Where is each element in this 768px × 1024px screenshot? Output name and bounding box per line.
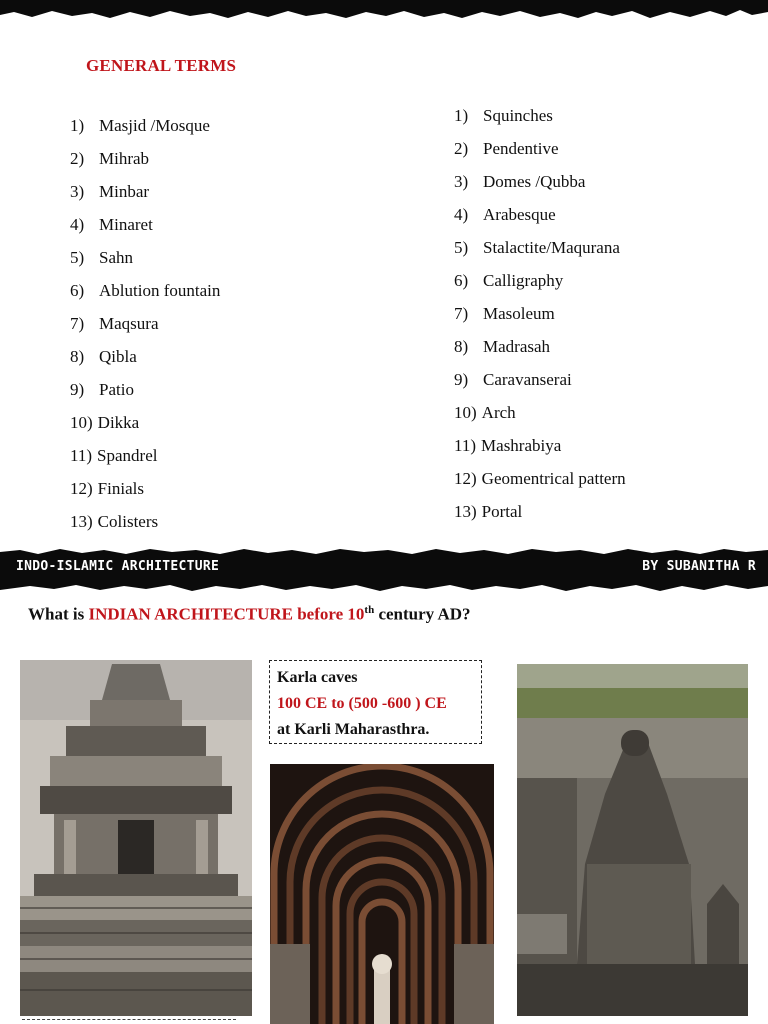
carved-temple-photo: [20, 660, 252, 1016]
list-item: 12) Geomentrical pattern: [454, 469, 626, 488]
right-terms-list: [454, 106, 626, 535]
list-item: 9) Caravanserai: [454, 370, 572, 389]
list-item: 4) Minaret: [70, 215, 153, 234]
karla-caves-caption: [269, 660, 482, 744]
list-item: 1) Masjid /Mosque: [70, 116, 210, 135]
list-item: 7) Masoleum: [454, 304, 555, 323]
caption-date: 100 CE to (500 -600 ) CE: [277, 695, 447, 712]
list-item: 3) Minbar: [70, 182, 150, 201]
list-item: 11) Mashrabiya: [454, 436, 562, 455]
list-item: 1) Squinches: [454, 106, 553, 125]
list-item: 6) Ablution fountain: [70, 281, 221, 300]
slide-question: What is INDIAN ARCHITECTURE before 10th century AD?: [28, 604, 471, 624]
list-item: 13) Colisters: [70, 512, 159, 531]
list-item: 8) Qibla: [70, 347, 137, 366]
list-item: 12) Finials: [70, 479, 144, 498]
list-item: 2) Mihrab: [70, 149, 150, 168]
list-item: 10) Arch: [454, 403, 516, 422]
list-item: 13) Portal: [454, 502, 523, 521]
list-item: 6) Calligraphy: [454, 271, 564, 290]
list-item: 5) Sahn: [70, 248, 133, 267]
list-item: 2) Pendentive: [454, 139, 559, 158]
karla-cave-interior-photo: [270, 764, 494, 1024]
list-item: 8) Madrasah: [454, 337, 551, 356]
author-credit: BY SUBANITHA R: [642, 559, 756, 574]
caption-location: at Karli Maharasthra.: [277, 721, 430, 738]
list-item: 10) Dikka: [70, 413, 140, 432]
general-terms-heading: GENERAL TERMS: [86, 56, 237, 75]
list-item: 11) Spandrel: [70, 446, 158, 465]
list-item: 4) Arabesque: [454, 205, 556, 224]
left-terms-list: [70, 116, 220, 545]
kailasa-temple-photo: [517, 664, 748, 1016]
list-item: 9) Patio: [70, 380, 134, 399]
caption-title: Karla caves: [277, 669, 358, 686]
list-item: 3) Domes /Qubba: [454, 172, 586, 191]
list-item: 7) Maqsura: [70, 314, 159, 333]
list-item: 5) Stalactite/Maqurana: [454, 238, 620, 257]
presentation-title: INDO-ISLAMIC ARCHITECTURE: [16, 559, 220, 574]
caption-box-edge: [22, 1019, 236, 1024]
